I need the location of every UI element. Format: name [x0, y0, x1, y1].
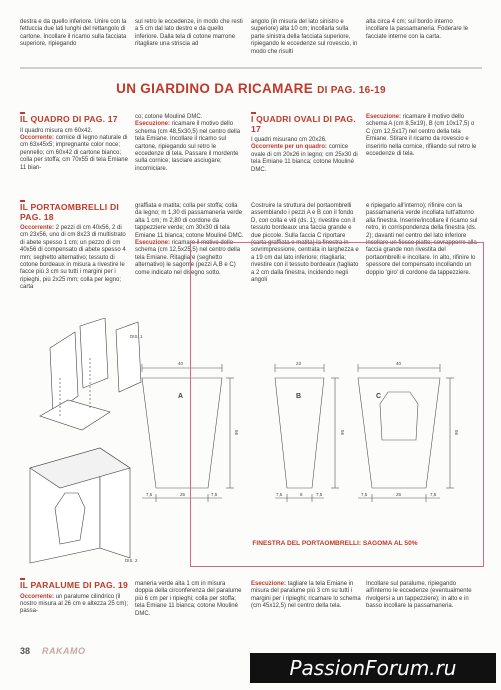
dim-c-right: 7,5	[430, 492, 437, 497]
section-heading: IL QUADRO DI PAG. 17	[20, 114, 118, 124]
section-portaombrelli-4: e ripiegarlo all'interno); rifinire con la passamaneria verde incollata tutt'attorno alla finestra. Inserire/incollare il ricamo sul retro, in corrispondenza della finestra (ds. 2); davanti nel centro del lato inferiore incollare un fiocco piatto; sovrapporre alla faccia grande non rivestita del portaombrelli e incollare. In alto, rifinire lo spessore del compensato incollando un doppio 'giro' di cordone da tappezziere.	[366, 203, 478, 276]
figure-label-ds2: DIS. 2	[125, 558, 138, 563]
top-column-4: alta circa 4 cm; sul bordo interno incollare la passamaneria. Foderare le facciate interne con la carta.	[366, 19, 469, 40]
section-heading: IL PORTAOMBRELLI DI PAG. 18	[20, 202, 119, 222]
dim-b-left: 7,5	[276, 492, 283, 497]
magazine-logo: RAKAMO	[42, 646, 86, 656]
dim-c-height: 56	[454, 430, 459, 436]
panel-b-shape	[80, 318, 108, 388]
dim-b-top: 23	[296, 361, 302, 366]
dim-b-bottom: 8	[300, 492, 303, 497]
divider	[20, 67, 482, 69]
dim-a-right: 7,5	[211, 492, 218, 497]
dim-c-bottom: 25	[396, 492, 402, 497]
section-portaombrelli-3: Costruire la struttura del portaombrelli assemblando i pezzi A e B con il fondo D, con colla e viti (ds. 1); rivestire con il tessuto bordeaux una faccia grande e due piccole. Sulla faccia C riportare (carta graffiata e matita) la finestra in sovrimpressione, centrata in larghezza e a 19 cm dal lato inferiore; ritagliarla; rivestire con il tessuto bordeaux (tagliato a 2 cm dalla finestra, incidendo negli angoli	[251, 203, 359, 284]
section-quadro: IL QUADRO DI PAG. 17 Il quadro misura cm 60x42. Occorrente: cornice di legno naturale di cm 63x45x5; impregnante color noce; pennello; cm 60x42 di cartone bianco; colla per stoffa; cm 70x55 di tela Emiane 11 bian-	[20, 115, 130, 172]
piece-a-label: A	[178, 393, 184, 400]
figure-label-ds1: DIS. 1	[130, 334, 143, 339]
section-heading: IL PARALUME DI PAG. 19	[20, 580, 129, 590]
page-title: UN GIARDINO DA RICAMARE DI PAG. 16-19	[116, 81, 386, 96]
section-portaombrelli-2: graffiata e matita; colla per stoffa; colla da legno; m 1,30 di passamaneria verde alta 1 cm; m 2,80 di cordone da tappezziere verde; cm 30x30 di tela Emiane 11 bianca; cotone Mouliné DMC. Esecuzione: ricamare il motivo dello schema (cm 12,5x25,5) nel centro della tela Emiane. Ritagliare (seghetto alternativo) le sagome (pezzi A,B e C) come indicato nel disegno sotto.	[135, 203, 244, 276]
section-heading: I QUADRI OVALI DI PAG. 17	[251, 114, 356, 134]
piece-c-label: C	[376, 393, 382, 400]
template-caption: FINESTRA DEL PORTAOMBRELLI: SAGOMA AL 50%	[252, 540, 418, 547]
watermark-banner: PassionForum.ru	[250, 653, 496, 683]
dim-b-right: 7,5	[316, 492, 323, 497]
section-paralume-3: Esecuzione: tagliare la tela Emiane in misura del paralume più 3 cm su tutti i margini per i ripieghi; ricamare lo schema (cm 45x12,5) nel centro della tela.	[251, 581, 361, 610]
dim-b-height: 56	[340, 430, 345, 436]
section-portaombrelli: IL PORTAOMBRELLI DI PAG. 18 Occorrente: 2 pezzi di cm 40x56, 2 di cm 23x56, uno di cm 8x23 di multistrato di abete spesso 1 cm; un pezzo di cm 40x56 di compensato di abete spesso 4 mm; seghetto alternativo; tessuto di cotone bordeaux in misura a rivestire le facce più 3 cm su tutti i margini per i ripieghi, più 2x25 mm; colla per legno; carta	[20, 203, 130, 292]
dim-c-left: 7,5	[361, 492, 368, 497]
section-quadro-continued: co; cotone Mouliné DMC. Esecuzione: ricamare il motivo dello schema (cm 48,5x30,5) nel centro della tela Emiane. Incollare il ricamo sul cartone, ripiegando sul retro le eccedenze di tela. Passare il mordente sulla cornice; lasciare asciugare; incorniciare.	[135, 114, 241, 172]
dim-a-left: 7,5	[146, 492, 153, 497]
section-paralume-4: Incollare sul paralume, ripiegando all'interno le eccedenze (eventualmente rivolgersi a un tappezziere); in alto e in basso incollare la passamaneria.	[366, 581, 472, 610]
section-paralume-2: maneria verde alta 1 cm in misura doppia della circonferenza del paralume più 6 cm per i ripieghi; colla per stoffa; tela Emiane 11 bianca; cotone Mouliné DMC.	[135, 581, 242, 617]
top-column-1: destra e da quello inferiore. Unire con la fettuccia due lati lunghi del rettangolo di cartone. Incollare il ricamo sulla facciata superiore, ripiegando	[20, 19, 127, 48]
window-template-frame	[190, 242, 484, 567]
section-quadri-ovali-continued: Esecuzione: ricamare il motivo dello schema A (cm 8,5x19), B (cm 10x17,5) o C (cm 12,5x17) nel centro della tela Emiane. Stirare il ricamo da rovescio e inserirlo nella cornice, rifilando sul retro le eccedenze di tela.	[366, 114, 477, 158]
panel-base-shape	[40, 400, 110, 430]
section-quadri-ovali: I QUADRI OVALI DI PAG. 17 I quadri misurano cm 20x26. Occorrente per un quadro: cornice ovale di cm 20x26 in legno; cm 25x30 di tela Emiane 11 bianca; cotone Mouliné DMC.	[251, 115, 361, 174]
top-column-3: angolo (in misura del lato sinistro e superiore) alta 10 cm; incollarla sulla parte sinistra della facciata superiore, ripiegando le eccedenze sul rovescio, in modo che risulti	[251, 19, 358, 55]
section-paralume: IL PARALUME DI PAG. 19 Occorrente: un paralume cilindrico (il nostro misura al 26 cm e altezza 25 cm); passa-	[20, 580, 129, 615]
piece-b-label: B	[296, 393, 302, 400]
page-number: 38	[20, 646, 31, 656]
dim-c-top: 40	[396, 361, 402, 366]
dim-a-bottom: 25	[180, 492, 186, 497]
dim-a-height: 56	[234, 430, 239, 436]
top-column-2: sul retro le eccedenze, in modo che resti a 5 cm dal lato destro e da quello inferiore. Dalla tela di cotone marrone ritagliare una striscia ad	[135, 19, 243, 48]
dim-a-top: 40	[178, 361, 184, 366]
